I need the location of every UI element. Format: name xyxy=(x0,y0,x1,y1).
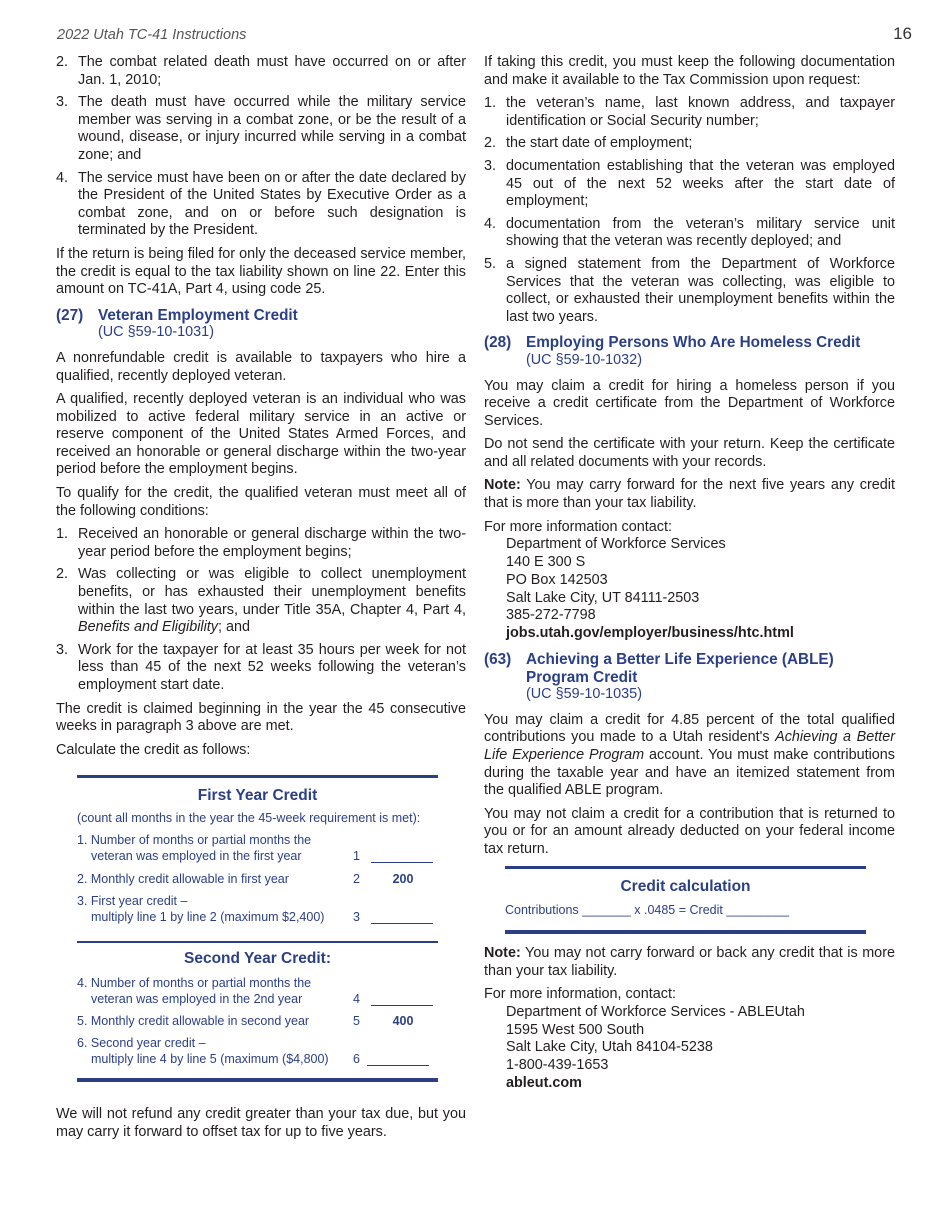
able-credit-calculation-box xyxy=(505,866,866,934)
right-column xyxy=(484,54,895,865)
section-heading-27: (27) Veteran Employment Credit xyxy=(56,306,298,324)
list-item: 2. the start date of employment; xyxy=(484,135,693,152)
contact-intro: For more information, contact: xyxy=(484,986,676,1003)
line-1-input[interactable] xyxy=(371,848,433,863)
left-column xyxy=(56,54,466,765)
list-item: 1. Received an honorable or general discharge within the two-year period before the employment begins; xyxy=(56,526,466,560)
statute-reference: (UC §59-10-1031) xyxy=(98,324,214,341)
line-6-input[interactable] xyxy=(367,1051,429,1066)
worksheet-title: First Year Credit xyxy=(197,787,318,804)
page-number: 16 xyxy=(893,24,912,43)
list-item: 4. documentation from the veteran’s military service unit showing that the veteran was recently deployed; and xyxy=(484,215,895,250)
line-3-input[interactable] xyxy=(371,909,433,924)
contact-intro: For more information contact: xyxy=(484,518,672,535)
list-item: 3. The death must have occurred while the military service member was serving in a combat zone, or be the result of a wound, disease, or injury incurred while serving in a combat zone; and xyxy=(56,94,466,163)
list-item: 4. The service must have been on or after the date declared by the President of the United States by Executive Order as a combat zone, and on or before such designation is terminated by the President. xyxy=(56,169,466,239)
paragraph: A qualified, recently deployed veteran is an individual who was mobilized to active federal military service in an active or reserve component of the United States Armed Forces, and received an honorable or general discharge within the two-year period before the employment begins. xyxy=(56,391,466,478)
running-header: 2022 Utah TC-41 Instructions xyxy=(57,27,247,43)
paragraph: Do not send the certificate with your return. Keep the certificate and all related documents with your records. xyxy=(484,436,895,470)
paragraph: Calculate the credit as follows: xyxy=(56,741,251,758)
paragraph: To qualify for the credit, the qualified veteran must meet all of the following conditions: xyxy=(56,485,466,519)
contact-address: Department of Workforce Services 140 E 300 S PO Box 142503 Salt Lake City, UT 84111-2503 385-272-7798 jobs.utah.gov/employer/business/htc.html xyxy=(506,536,794,642)
note-paragraph: Note: You may not carry forward or back any credit that is more than your tax liability. xyxy=(484,945,895,979)
worksheet-title: Second Year Credit: xyxy=(183,950,331,967)
website-link[interactable]: jobs.utah.gov/employer/business/htc.html xyxy=(506,625,794,642)
paragraph: You may claim a credit for 4.85 percent of the total qualified contributions you made to a Utah resident's Achieving a Better Life Experience Program account. You must make contributions during the taxable year and have an itemized statement from the qualified ABLE program. xyxy=(484,711,895,799)
calculation-title: Credit calculation xyxy=(620,878,751,895)
statute-reference: (UC §59-10-1035) xyxy=(526,686,642,703)
list-item: 3. documentation establishing that the veteran was employed 45 out of the next 52 weeks after the start date of employment; xyxy=(484,157,895,210)
veteran-conditions-list xyxy=(56,526,466,694)
paragraph: A nonrefundable credit is available to taxpayers who hire a qualified, recently deployed veteran. xyxy=(56,349,466,384)
paragraph: The credit is claimed beginning in the year the 45 consecutive weeks in paragraph 3 above are met. xyxy=(56,700,466,735)
paragraph: If the return is being filed for only the deceased service member, the credit is equal to the tax liability shown on line 22. Enter this amount on TC-41A, Part 4, using code 25. xyxy=(56,245,466,298)
paragraph: You may not claim a credit for a contribution that is returned to you or for an amount already deducted on your federal income tax return. xyxy=(484,805,895,857)
note-paragraph: Note: You may carry forward for the next five years any credit that is more than your tax liability. xyxy=(484,477,895,512)
paragraph: We will not refund any credit greater than your tax due, but you may carry it forward to offset tax for up to five years. xyxy=(56,1106,466,1140)
list-item: 3. Work for the taxpayer for at least 35 hours per week for not less than 45 of the next 52 weeks following the veteran’s employment start date. xyxy=(56,641,466,693)
calculation-formula: Contributions _______ x .0485 = Credit _________ xyxy=(505,903,789,917)
website-link[interactable]: ableut.com xyxy=(506,1074,582,1091)
combat-conditions-list xyxy=(56,54,466,240)
contact-address: Department of Workforce Services - ABLEUtah 1595 West 500 South Salt Lake City, Utah 84104-5238 1-800-439-1653 ableut.com xyxy=(506,1003,805,1091)
list-item: 1. the veteran’s name, last known address, and taxpayer identification or Social Security number; xyxy=(484,95,895,129)
section-heading-63: (63) Achieving a Better Life Experience (ABLE) Program Credit xyxy=(484,651,834,686)
veteran-credit-worksheet: First Year Credit (count all months in the year the 45-week requirement is met): 1. Number of months or partial months the veteran was employed in the first year 1 2. Monthly credit allowable in first year 2 200 3. First year credit – multiply line 1 by line 2 (maximum $2,400) 3 Second Year Credit: 4. Number of months or partial months the veteran was employed in the 2nd year 4 5. Monthly credit allowable in second year 5 400 6. Second year credit – multiply line 4 by line 5 (maximum ($4,800) 6 xyxy=(77,775,438,1082)
documentation-list xyxy=(484,95,895,326)
divider xyxy=(77,941,438,943)
paragraph: You may claim a credit for hiring a homeless person if you receive a credit certificate from the Department of Workforce Services. xyxy=(484,377,895,429)
right-column-end xyxy=(484,945,895,1099)
worksheet-note: (count all months in the year the 45-week requirement is met): xyxy=(77,811,421,825)
list-item: 5. a signed statement from the Department of Workforce Services that the veteran was collecting, was eligible to collect, or exhausted their unemployment benefits within the last two years. xyxy=(484,255,895,325)
line-4-input[interactable] xyxy=(371,991,433,1006)
list-item: 2. The combat related death must have occurred on or after Jan. 1, 2010; xyxy=(56,54,466,88)
section-heading-28: (28) Employing Persons Who Are Homeless Credit xyxy=(484,334,861,352)
statute-reference: (UC §59-10-1032) xyxy=(526,351,642,368)
paragraph: If taking this credit, you must keep the following documentation and make it available to the Tax Commission upon request: xyxy=(484,54,895,88)
list-item: 2. Was collecting or was eligible to collect unemployment benefits, or has exhausted their unemployment benefits within the last two years, under Title 35A, Chapter 4, Part 4, Benefits and Eligibility; and xyxy=(56,566,466,636)
